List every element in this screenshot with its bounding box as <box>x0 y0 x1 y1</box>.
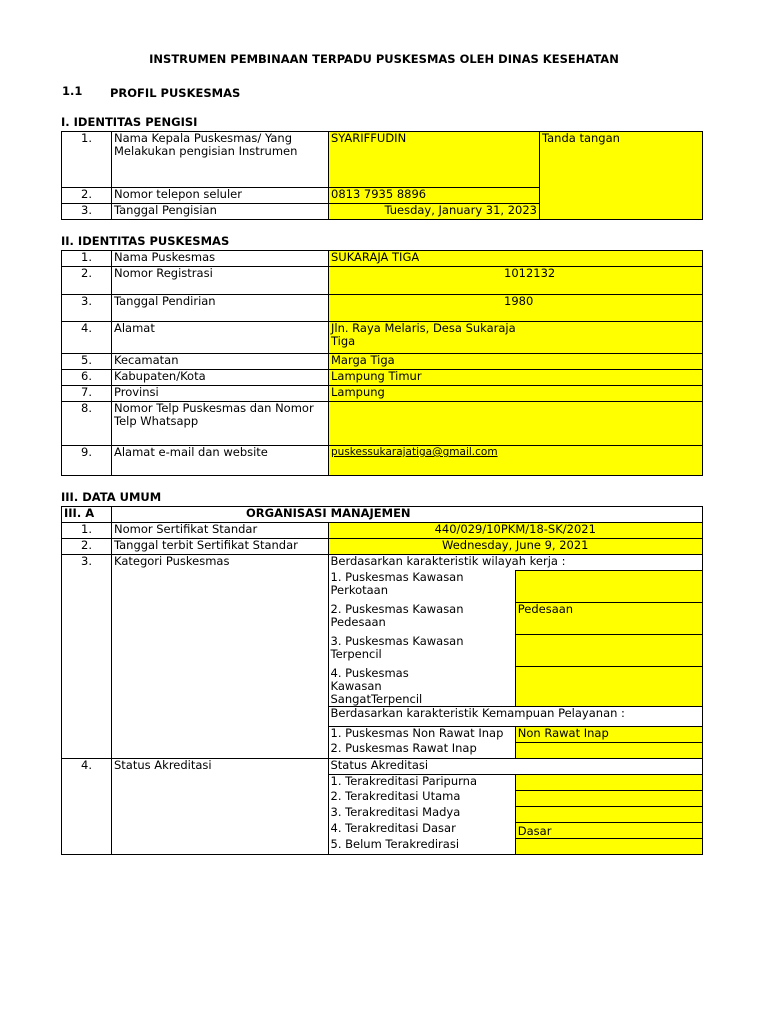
belum-field[interactable] <box>515 838 702 854</box>
paripurna-field[interactable] <box>515 774 702 790</box>
terpencil-field[interactable] <box>515 635 702 667</box>
rawat-inap-field[interactable] <box>515 742 702 758</box>
table-row <box>62 507 703 523</box>
row-number: 4. <box>62 758 112 854</box>
data-umum-heading: III. DATA UMUM <box>61 490 162 504</box>
option-label: 1. Terakreditasi Paripurna <box>328 774 515 790</box>
row-label: Nomor Telp Puskesmas dan Nomor Telp Whatsapp <box>112 402 329 446</box>
row-label: Provinsi <box>112 386 329 402</box>
nama-puskesmas-field[interactable]: SUKARAJA TIGA <box>329 251 703 267</box>
row-label: Nomor Sertifikat Standar <box>112 523 329 539</box>
identitas-pengisi-heading: I. IDENTITAS PENGISI <box>61 115 198 129</box>
identitas-puskesmas-heading: II. IDENTITAS PUSKESMAS <box>61 234 230 248</box>
row-label: Alamat e-mail dan website <box>112 446 329 476</box>
row-number: 6. <box>62 370 112 386</box>
data-umum-table <box>61 506 703 855</box>
madya-field[interactable] <box>515 806 702 822</box>
table-row <box>62 386 703 402</box>
option-label: 3. Terakreditasi Madya <box>328 806 515 822</box>
kepala-puskesmas-field[interactable]: SYARIFFUDIN <box>329 132 540 188</box>
sangat-terpencil-field[interactable] <box>515 667 702 707</box>
table-row <box>62 132 703 188</box>
wilayah-caption: Berdasarkan karakteristik wilayah kerja : <box>328 555 703 571</box>
row-label: Tanggal terbit Sertifikat Standar <box>112 539 329 555</box>
table-row <box>62 402 703 446</box>
option-label: 1. Puskesmas Kawasan Perkotaan <box>328 571 515 603</box>
row-label: Tanggal Pengisian <box>112 204 329 220</box>
row-number: 8. <box>62 402 112 446</box>
row-label: Nomor telepon seluler <box>112 188 329 204</box>
pelayanan-caption: Berdasarkan karakteristik Kemampuan Pelayanan : <box>328 706 703 726</box>
row-number: 3. <box>62 555 112 759</box>
table-row <box>62 446 703 476</box>
option-label: 2. Puskesmas Rawat Inap <box>328 742 515 758</box>
table-row <box>62 523 703 539</box>
row-number: 2. <box>62 539 112 555</box>
option-label: 1. Puskesmas Non Rawat Inap <box>328 726 515 742</box>
row-number: 7. <box>62 386 112 402</box>
table-row <box>62 370 703 386</box>
row-label: Kabupaten/Kota <box>112 370 329 386</box>
row-number: 4. <box>62 322 112 354</box>
kabupaten-field[interactable]: Lampung Timur <box>329 370 703 386</box>
option-label: 5. Belum Terakredirasi <box>328 838 515 854</box>
alamat-field[interactable]: Jln. Raya Melaris, Desa Sukaraja Tiga <box>329 322 703 354</box>
row-label: Status Akreditasi <box>112 758 329 854</box>
row-number: 2. <box>62 267 112 295</box>
option-label: 2. Terakreditasi Utama <box>328 790 515 806</box>
table-row <box>62 758 703 774</box>
dasar-field[interactable]: Dasar <box>515 822 702 838</box>
table-row <box>62 295 703 322</box>
phone-field[interactable]: 0813 7935 8896 <box>329 188 540 204</box>
identitas-pengisi-table <box>61 131 703 220</box>
email-field[interactable]: puskessukarajatiga@gmail.com <box>329 446 703 476</box>
tanggal-pendirian-field[interactable]: 1980 <box>329 295 703 322</box>
kecamatan-field[interactable]: Marga Tiga <box>329 354 703 370</box>
table-row <box>62 354 703 370</box>
signature-field[interactable]: Tanda tangan <box>540 132 703 220</box>
row-label: Nomor Registrasi <box>112 267 329 295</box>
table-row <box>62 539 703 555</box>
identitas-puskesmas-table <box>61 250 703 476</box>
row-label: Kecamatan <box>112 354 329 370</box>
sub-code: III. A <box>62 507 112 523</box>
row-number: 1. <box>62 132 112 188</box>
row-number: 3. <box>62 204 112 220</box>
section-title: PROFIL PUSKESMAS <box>110 86 241 100</box>
tanggal-terbit-field[interactable]: Wednesday, June 9, 2021 <box>328 539 703 555</box>
table-row <box>62 251 703 267</box>
row-label: Nama Kepala Puskesmas/ Yang Melakukan pengisian Instrumen <box>112 132 329 188</box>
row-number: 2. <box>62 188 112 204</box>
provinsi-field[interactable]: Lampung <box>329 386 703 402</box>
table-row <box>62 555 703 571</box>
akreditasi-caption: Status Akreditasi <box>328 758 703 774</box>
utama-field[interactable] <box>515 790 702 806</box>
sertifikat-field[interactable]: 440/029/10PKM/18-SK/2021 <box>328 523 703 539</box>
telp-field[interactable] <box>329 402 703 446</box>
row-label: Kategori Puskesmas <box>112 555 329 759</box>
section-number: 1.1 <box>62 84 83 98</box>
row-number: 9. <box>62 446 112 476</box>
table-row <box>62 322 703 354</box>
row-label: Tanggal Pendirian <box>112 295 329 322</box>
nomor-registrasi-field[interactable]: 1012132 <box>329 267 703 295</box>
row-label: Nama Puskesmas <box>112 251 329 267</box>
non-rawat-inap-field[interactable]: Non Rawat Inap <box>515 726 702 742</box>
option-label: 4. Terakreditasi Dasar <box>328 822 515 838</box>
option-label: 4. Puskesmas Kawasan SangatTerpencil <box>328 667 515 707</box>
document-title: INSTRUMEN PEMBINAAN TERPADU PUSKESMAS OLEH DINAS KESEHATAN <box>149 52 619 66</box>
row-label: Alamat <box>112 322 329 354</box>
row-number: 5. <box>62 354 112 370</box>
row-number: 1. <box>62 251 112 267</box>
tanggal-pengisian-field[interactable]: Tuesday, January 31, 2023 <box>329 204 540 220</box>
table-row <box>62 267 703 295</box>
sub-title: ORGANISASI MANAJEMEN <box>328 507 703 523</box>
option-label: 2. Puskesmas Kawasan Pedesaan <box>328 603 515 635</box>
row-number: 3. <box>62 295 112 322</box>
option-label: 3. Puskesmas Kawasan Terpencil <box>328 635 515 667</box>
row-number: 1. <box>62 523 112 539</box>
pedesaan-field[interactable]: Pedesaan <box>515 603 702 635</box>
perkotaan-field[interactable] <box>515 571 702 603</box>
